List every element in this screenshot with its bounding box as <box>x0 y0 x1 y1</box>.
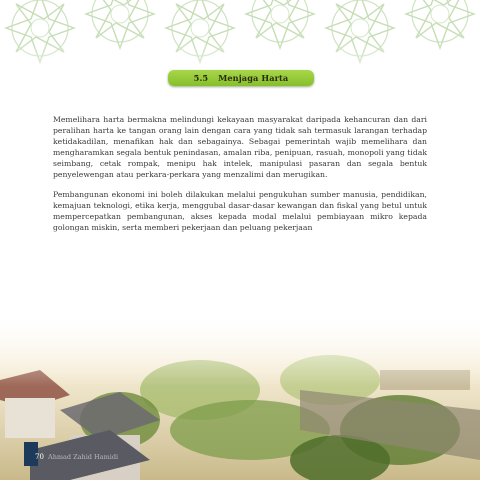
section-title-banner <box>168 70 314 86</box>
page-number: 70 <box>35 453 44 461</box>
paragraph: Pembangunan ekonomi ini boleh dilakukan melalui pengukuhan sumber manusia, pendidikan, kemajuan teknologi, etika kerja, menggubal dasar-dasar kewangan dan fiskal yang betul untuk mempercepatkan pembangunan, akses kepada modal melalui pembiayaan mikro kepada golongan miskin, serta memberi pekerjaan dan peluang pekerjaan <box>53 189 427 232</box>
section-title: Menjaga Harta <box>218 73 289 83</box>
body-text <box>53 114 427 241</box>
running-title: Ahmad Zahid Hamidi <box>48 453 119 461</box>
islamic-star-pattern-icon <box>0 0 480 110</box>
paragraph: Memelihara harta bermakna melindungi kekayaan masyarakat daripada kehancuran dan dari peralihan harta ke tangan orang lain dengan cara yang tidak sah termasuk larangan terhadap ketidakadilan, menafikan hak dan sebagainya. Sebagai pemerintah wajib memelihara dan mengharamkan segala bentuk penindasan, amalan riba, penipuan, rasuah, monopoli yang tidak seimbang, cetak rompak, menipu hak intelek, manipulasi pasaran dan segala bentuk penyelewengan atau perkara-perkara yang menzalimi dan merugikan. <box>53 115 427 180</box>
section-number: 5.5 <box>193 73 209 83</box>
